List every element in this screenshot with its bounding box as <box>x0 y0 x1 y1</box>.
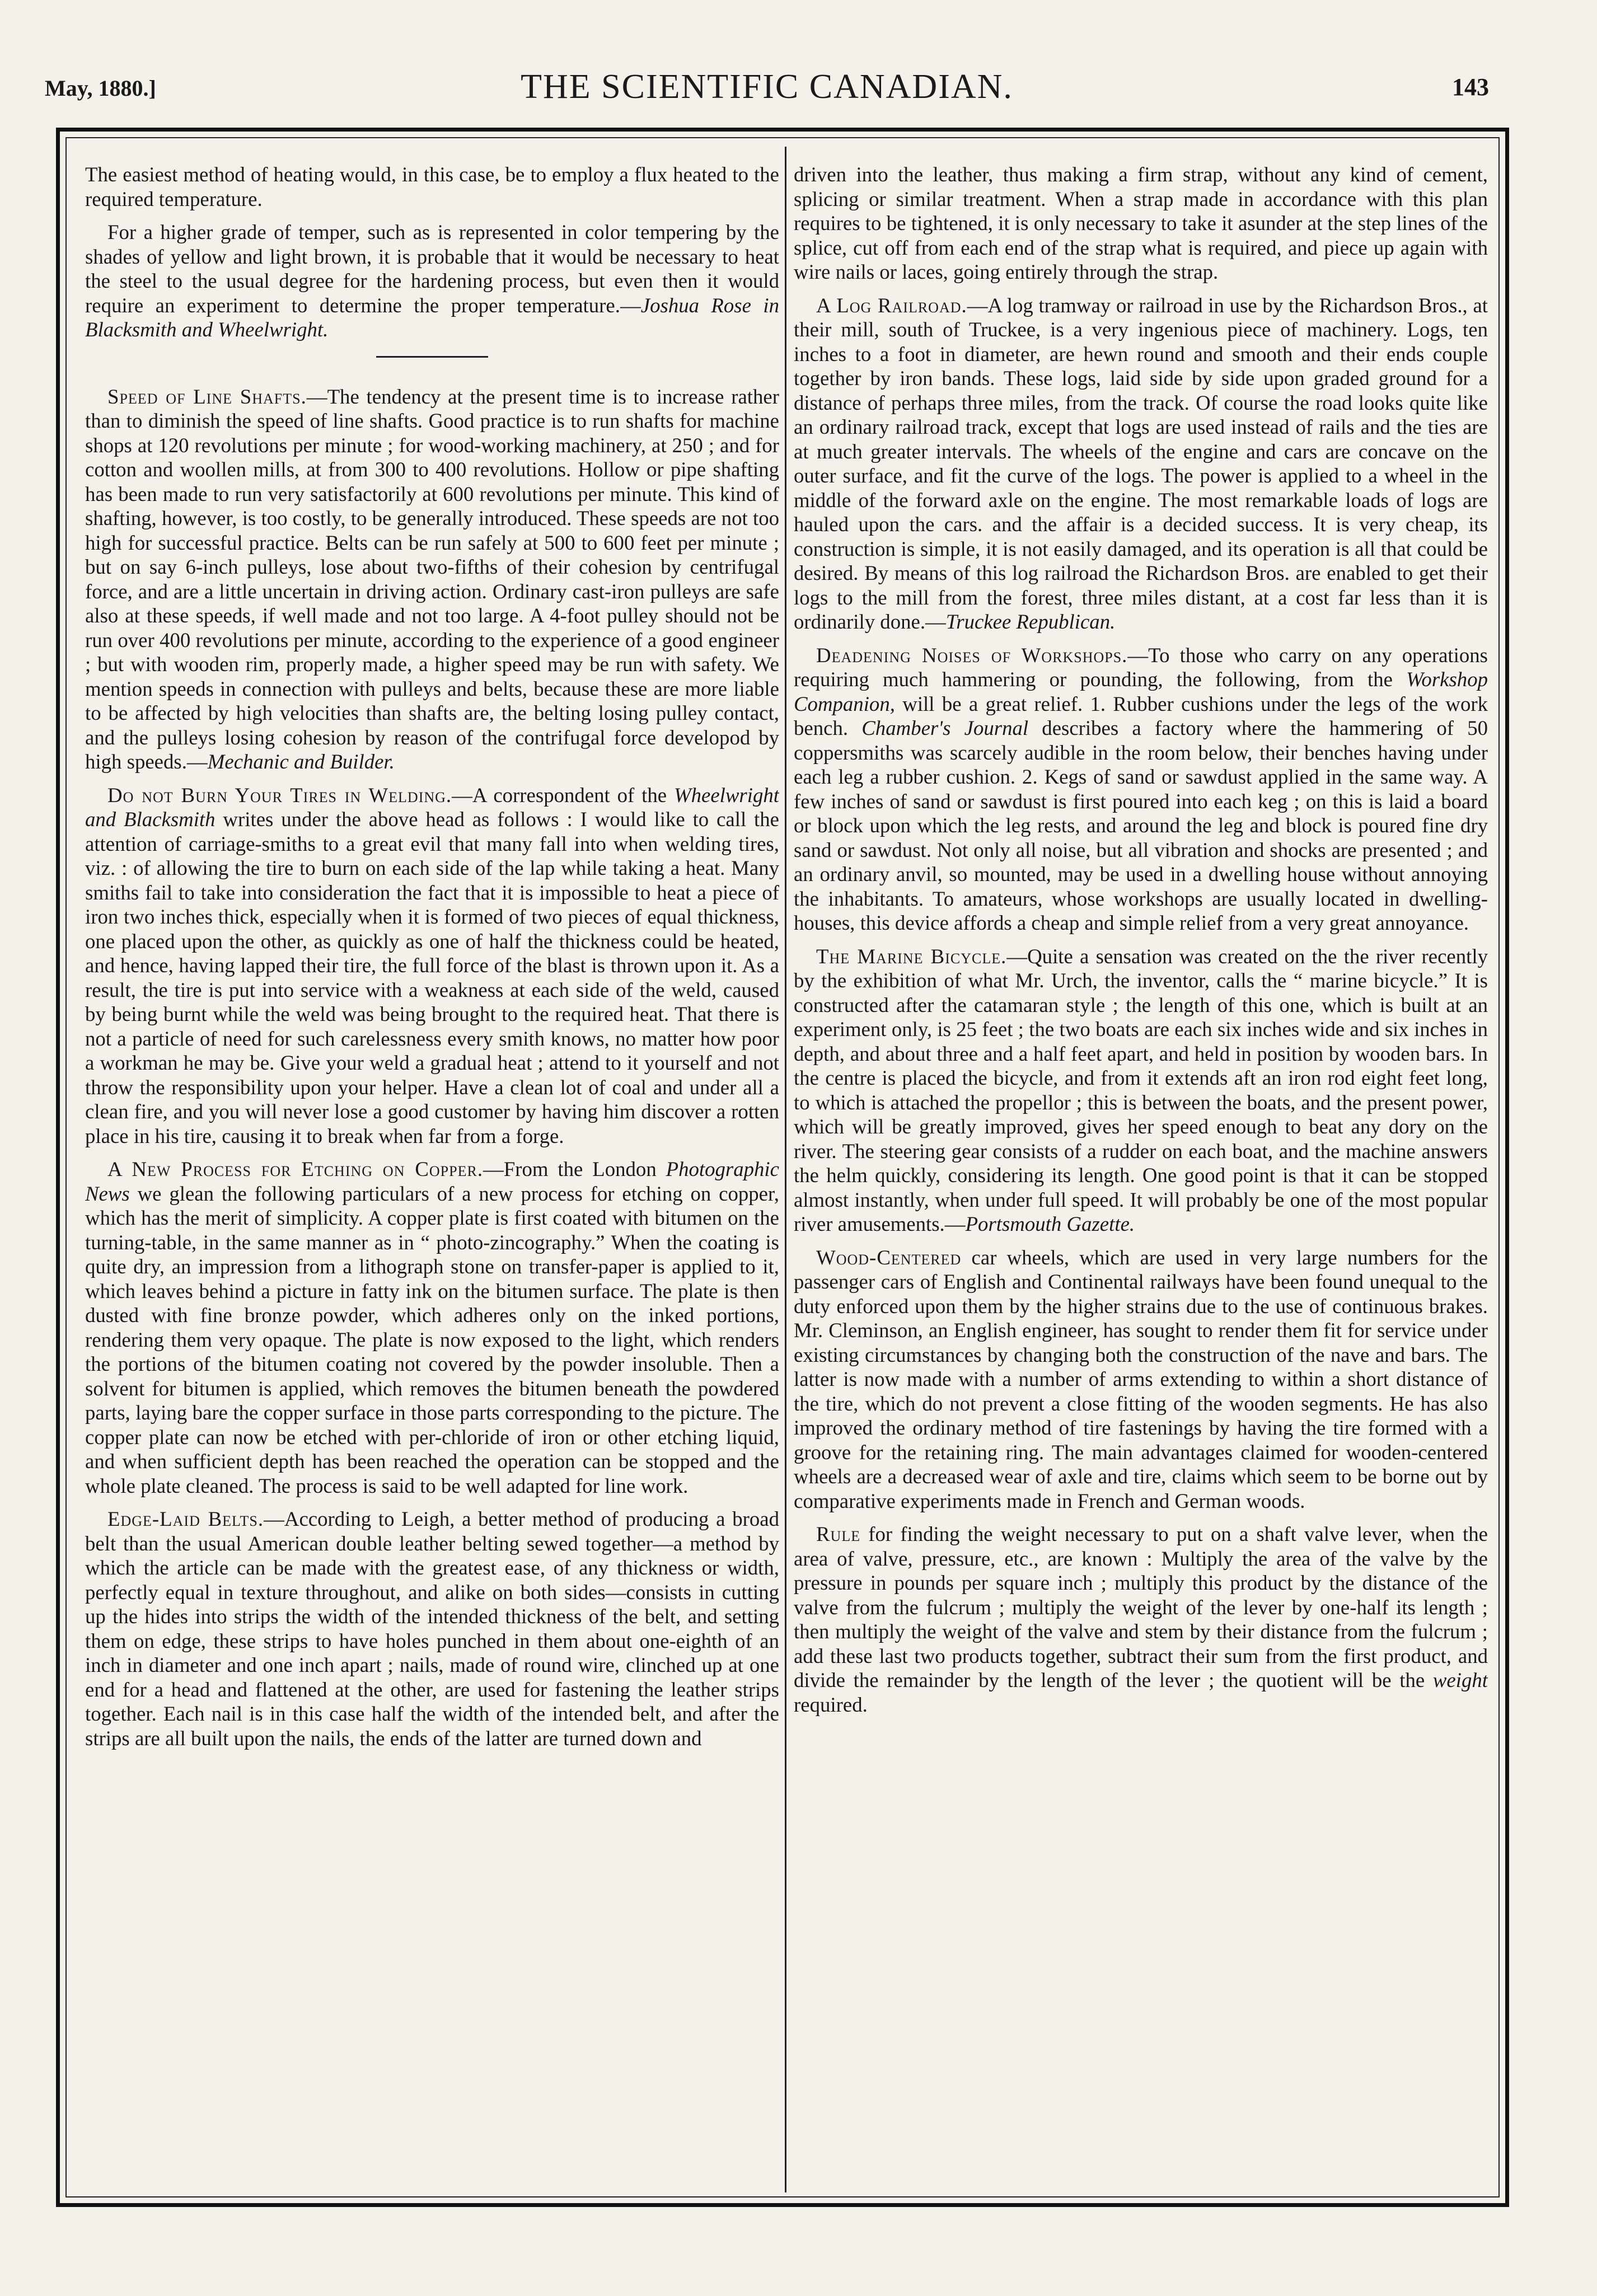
article-heading: The Marine Bicycle. <box>816 944 1007 968</box>
article-edge-laid-belts-continued: driven into the leather, thus making a firm strap, without any kind of cement, splicing or similar treatment. When a strap made in accordance with this plan requires to be tightened, it is only necessary to take it asunder at the step lines of the splice, cut off from each end of the strap what is required, and piece up again with wire nails or laces, going entirely through the strap. <box>794 163 1488 283</box>
journal-name: Workshop Companion, <box>794 668 1488 715</box>
article-source: Joshua Rose in Blacksmith and Wheelwright. <box>85 293 779 341</box>
article-heating-continued: The easiest method of heating would, in this case, be to employ a flux heated to the required temperature. <box>85 163 779 210</box>
page-header <box>45 67 1489 112</box>
column-divider <box>785 147 786 2192</box>
article-edge-laid-belts: Edge-Laid Belts.—According to Leigh, a better method of producing a broad belt than the usual American double leather belting sewed together—a method by which the article can be made with the greatest ease, of any thickness or width, perfectly equal in texture throughout, and alike on both sides—consists in cutting up the hides into strips the width of the intended thickness of the belt, and setting them on edge, these strips to have holes punched in them about one-eighth of an inch in diameter and one inch apart ; nails, made of round wire, clinched up at one end for a head and flattened at the other, are used for fastening the leather strips together. Each nail is in this case half the width of the intended belt, and after the strips are all built upon the nails, the ends of the latter are turned down and <box>85 1507 779 1750</box>
page-number: 143 <box>1452 73 1489 101</box>
article-heading: A New Process for Etching on Copper. <box>107 1158 484 1180</box>
article-deadening-noises: Deadening Noises of Workshops.—To those who carry on any operations requiring much hammering or pounding, the following, from the Workshop Companion, will be a great relief. 1. Rubber cushions under the legs of the work bench. Chamber's Journal describes a factory where the hammering of 50 coppersmiths was scarcely audible in the room below, their benches having under each leg a rubber cushion. 2. Kegs of sand or sawdust applied in the same way. A few inches of sand or sawdust is first poured into each keg ; on this is laid a board or block upon which the leg rests, and around the leg and block is poured fine dry sand or sawdust. Not only all noise, but all vibration and shocks are presented ; and an ordinary anvil, so mounted, may be used in a dwelling house without annoying the inhabitants. To amateurs, whose workshops are usually located in dwelling-houses, this device affords a cheap and simple relief from a very great annoyance. <box>794 643 1488 934</box>
article-etching-copper: A New Process for Etching on Copper.—From the London Photographic News we glean the following particulars of a new process for etching on copper, which has the merit of simplicity. A copper plate is first coated with bitumen on the turning-table, in the same manner as in “ photo-zincography.” When the coating is quite dry, an impression from a lithograph stone on transfer-paper is applied to it, which leaves behind a picture in fatty ink on the bitumen surface. The plate is then dusted with fine bronze powder, which adheres only on the inked portions, rendering them very opaque. The plate is now exposed to the light, which renders the portions of the bitumen coating not covered by the powder insoluble. Then a solvent for bitumen is applied, which removes the bitumen beneath the powdered parts, laying bare the copper surface in those parts corresponding to the picture. The copper plate can now be etched with per-chloride of iron or other etching liquid, and when sufficient depth has been reached the operation can be stopped and the whole plate cleaned. The process is said to be well adapted for line work. <box>85 1158 779 1497</box>
article-heading: Do not Burn Your Tires in Welding. <box>107 783 452 807</box>
article-source: Mechanic and Builder. <box>207 750 395 773</box>
article-source: Truckee Republican. <box>945 610 1116 633</box>
article-burn-tires: Do not Burn Your Tires in Welding.—A correspondent of the Wheelwright and Blacksmith writes under the above head as follows : I would like to call the attention of carriage-smiths to a great evil that many fall into when welding tires, viz. : of allowing the tire to burn on each side of the lap while taking a heat. Many smiths fail to take into consideration the fact that it is impossible to heat a piece of iron two inches thick, especially when it is formed of two pieces of equal thickness, one placed upon the other, as quickly as one of half the thickness could be heated, and hence, having lapped their tire, the full force of the blast is thrown upon it. As a result, the tire is put into service with a weakness at each side of the weld, caused by being burnt while the weld was being brought to the required heat. That there is not a particle of need for such carelessness every smith knows, no matter how poor a workman he may be. Give your weld a gradual heat ; attend to it yourself and not throw the responsibility upon your helper. Have a clean lot of coal and under all a clean fire, and you will never lose a good customer by having him discover a rotten place in his tire, causing it to break when far from a forge. <box>85 783 779 1147</box>
right-column <box>794 162 1488 2200</box>
journal-name: Chamber's Journal <box>861 716 1029 739</box>
journal-title: THE SCIENTIFIC CANADIAN. <box>521 68 1013 106</box>
article-marine-bicycle: The Marine Bicycle.—Quite a sensation was created on the the river recently by the exhibition of what Mr. Urch, the inventor, calls the “ marine bicycle.” It is constructed after the catamaran style ; the length of this one, which is built at an experiment only, is 25 feet ; the two boats are each six inches wide and six inches in depth, and about three and a half feet apart, and held in position by wooden bars. In the centre is placed the bicycle, and from it extends aft an iron rod eight feet long, to which is attached the propellor ; this is between the boats, and the present power, which will be greatly improved, gives her speed enough to beat any dory on the river. The steering gear consists of a rudder on each boat, and the machine answers the helm quickly, considering its length. One good point is that it can be stopped almost instantly, when under full speed. It will probably be one of the most popular river amusements.—Portsmouth Gazette. <box>794 944 1488 1235</box>
article-heading: Edge-Laid Belts. <box>107 1507 264 1530</box>
article-heading: Speed of Line Shafts. <box>107 385 307 408</box>
article-log-railroad: A Log Railroad.—A log tramway or railroad in use by the Richardson Bros., at their mill, south of Truckee, is a very ingenious piece of machinery. Logs, ten inches to a foot in diameter, are hewn round and smooth and their ends couple together by iron bands. These logs, laid side by side upon graded ground for a distance of perhaps three miles, from the track. Of course the road looks quite like an ordinary railroad track, except that logs are used instead of rails and the ties are at much greater intervals. The wheels of the engine and cars are concave on the outer surface, and fit the curve of the logs. The power is applied to a wheel in the middle of the forward axle on the engine. The most remarkable loads of logs are hauled upon the cars. and the affair is a decided success. It is very cheap, its construction is simple, it is not easily damaged, and its operation is all that could be desired. By means of this log railroad the Richardson Bros. are enabled to get their logs to the mill from the forest, three miles distant, at a cost far less than it is ordinarily done.—Truckee Republican. <box>794 293 1488 633</box>
article-heading: Rule <box>816 1522 861 1545</box>
article-heading: Wood-Centered <box>816 1245 962 1269</box>
article-heading: A Log Railroad. <box>816 293 967 317</box>
journal-name: Photographic News <box>85 1158 779 1205</box>
section-divider <box>85 351 779 362</box>
article-heating-paragraph: For a higher grade of temper, such as is represented in color tempering by the shades of yellow and light brown, it is probable that it would be necessary to heat the steel to the usual degree for the hardening process, but even then it would require an experiment to determine the proper temperature.—Joshua Rose in Blacksmith and Wheelwright. <box>85 221 779 341</box>
article-source: Portsmouth Gazette. <box>965 1212 1135 1235</box>
article-wood-centered-wheels: Wood-Centered car wheels, which are used in very large numbers for the passenger cars of English and Continental railways have been found unequal to the duty enforced upon them by the higher strains due to the use of continuous brakes. Mr. Cleminson, an English engineer, has sought to render them fit for service under existing circumstances by changing both the construction of the nave and bars. The latter is now made with a number of arms extending to within a short distance of the tire, which do not prevent a close fitting of the wooden segments. He has also improved the ordinary method of tire fastenings by having the tire formed with a groove for the retaining ring. The main advantages claimed for wooden-centered wheels are a decreased wear of axle and tire, claims which seem to be borne out by comparative experiments made in French and German woods. <box>794 1245 1488 1512</box>
article-valve-lever-rule: Rule for finding the weight necessary to put on a shaft valve lever, when the area of valve, pressure, etc., are known : Multiply the area of the valve by the pressure in pounds per square inch ; multiply this product by the distance of the valve from the fulcrum ; multiply the weight of the lever by one-half its length ; then multiply the weight of the valve and stem by their distance from the fulcrum ; add these last two products together, subtract their sum from the first product, and divide the remainder by the length of the lever ; the quotient will be the weight required. <box>794 1522 1488 1716</box>
left-column <box>85 162 779 2200</box>
issue-date: May, 1880.] <box>45 76 156 101</box>
emphasis-word: weight <box>1432 1669 1488 1691</box>
journal-name: Wheelwright and Blacksmith <box>85 783 779 831</box>
article-speed-of-line-shafts: Speed of Line Shafts.—The tendency at the present time is to increase rather than to diminish the speed of line shafts. Good practice is to run shafts for machine shops at 120 revolutions per minute ; for wood-working machinery, at 250 ; and for cotton and woollen mills, at from 300 to 400 revolutions. Hollow or pipe shafting has been made to run very satisfactorily at 600 revolutions per minute. This kind of shafting, however, is too costly, to be generally introduced. These speeds are not too high for successful practice. Belts can be run safely at 500 to 600 feet per minute ; but on say 6-inch pulleys, lose about two-fifths of their cohesion by centrifugal force, and are a little uncertain in driving action. Ordinary cast-iron pulleys are safe also at these speeds, if well made and not too large. A 4-foot pulley should not be run over 400 revolutions per minute, according to the experience of a good engineer ; but with wooden rim, properly made, a higher speed may be run with safety. We mention speeds in connection with pulleys and belts, because these are more liable to be affected by high velocities than shafts are, the belting losing pulley contact, and the pulleys losing cohesion by reason of the contrifugal force developod by high speeds.—Mechanic and Builder. <box>85 385 779 773</box>
article-heading: Deadening Noises of Workshops. <box>816 643 1128 667</box>
